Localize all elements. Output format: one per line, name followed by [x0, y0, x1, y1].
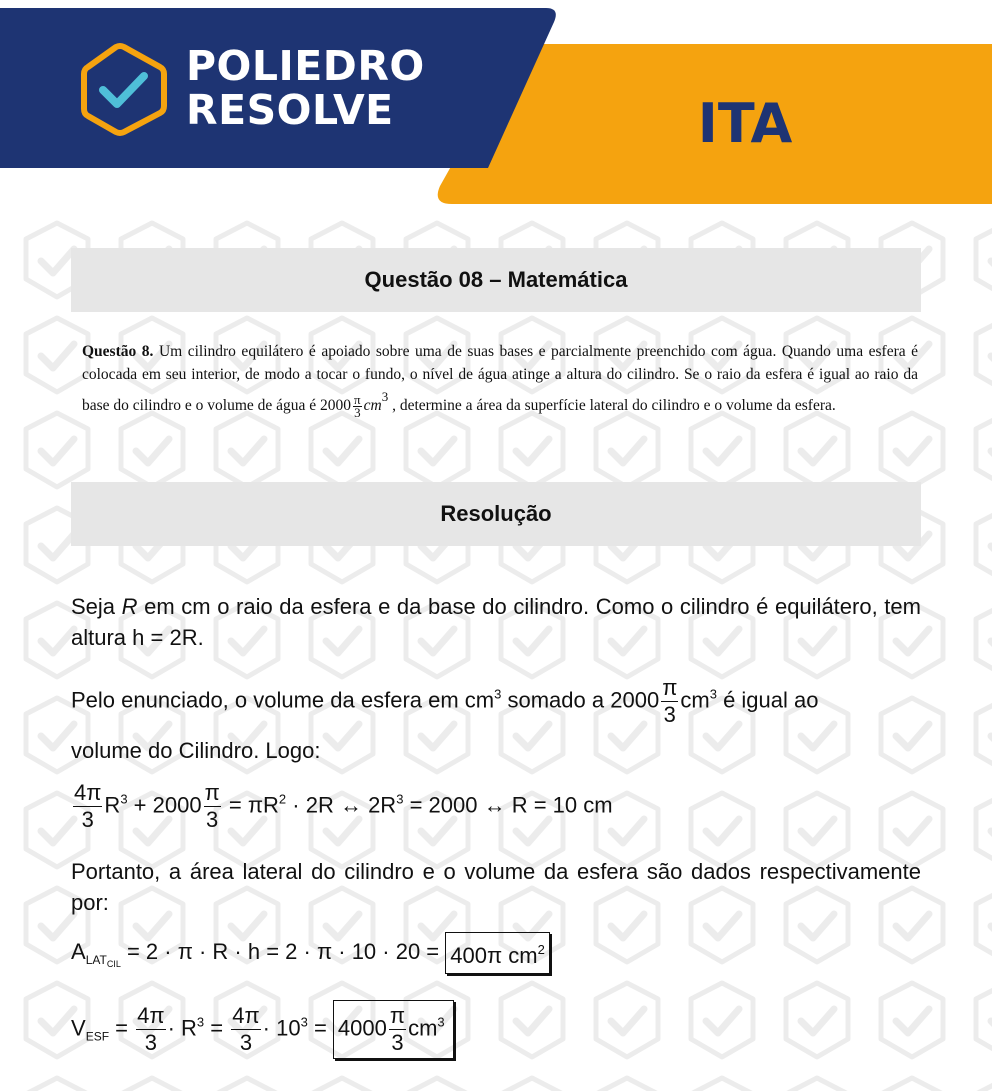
brand-line-1: POLIEDRO — [186, 42, 425, 90]
eq2-lhs: A — [71, 938, 86, 964]
eq3-answer-num: π — [389, 1003, 406, 1028]
brand-name — [186, 44, 425, 132]
question-unit: cm — [363, 397, 382, 414]
eq3-frac1-den: 3 — [144, 1030, 157, 1055]
eq3-fraction-2 — [231, 1003, 260, 1056]
p2-coef: 2000 — [610, 687, 660, 713]
question-volume-coef: 2000 — [320, 397, 352, 414]
eq1-term-1-exp: 3 — [120, 791, 128, 807]
question-fraction — [353, 391, 362, 420]
p1-end: . — [197, 625, 204, 650]
eq2-lhs-sub — [86, 953, 121, 967]
eq2-rhs: = 2 · π · R · h = 2 · π · 10 · 20 = — [126, 938, 440, 964]
p2-text-b: somado a — [507, 687, 605, 713]
header — [0, 0, 992, 215]
eq3-eq-sign-3: = — [313, 1015, 327, 1041]
eq2-answer: 400π cm — [450, 943, 538, 968]
eq1-term-3: = πR — [228, 792, 279, 818]
eq1-term-5: = 2000 ↔ R = 10 cm — [409, 792, 613, 818]
p1-text-a: Seja — [71, 594, 116, 619]
eq3-lhs: V — [71, 1015, 86, 1041]
p1-equation: h = 2R — [132, 625, 198, 650]
eq3-frac1-num: 4π — [137, 1003, 165, 1028]
eq3-answer-box — [333, 1000, 454, 1059]
solution-paragraph-3 — [71, 735, 921, 766]
question-frac-num: π — [354, 391, 361, 407]
solution-paragraph-1 — [71, 591, 921, 653]
eq3-answer-coef: 4000 — [337, 1015, 387, 1041]
equation-1 — [71, 780, 921, 833]
eq1-term-4: · 2R ↔ 2R — [292, 792, 397, 818]
eq3-frac2-den: 3 — [239, 1030, 253, 1055]
resolution-title-bar — [71, 482, 921, 546]
exam-name: ITA — [697, 92, 793, 155]
brand-line-2: RESOLVE — [186, 86, 394, 134]
question-label: Questão 8. — [82, 343, 154, 360]
question-text-b: , determine a área da superfície lateral do cilindro e o volume da esfera. — [392, 397, 836, 414]
p1-text-b: em cm o raio da esfera e da base do cilindro. Como o cilindro é equilátero, tem altura — [71, 594, 921, 650]
p4-text: Portanto, a área lateral do cilindro e o volume da esfera são dados respectivamente por: — [71, 859, 921, 915]
p2-fraction — [661, 675, 678, 728]
question-title-bar — [71, 248, 921, 312]
eq2-lhs-sub-text: LAT — [85, 952, 107, 967]
p1-variable: R — [121, 594, 138, 619]
eq3-eq-sign-2: = — [210, 1015, 224, 1041]
eq3-term-1: · R — [167, 1015, 197, 1041]
eq3-answer-exp: 3 — [437, 1014, 445, 1030]
eq3-term-2-exp: 3 — [300, 1014, 308, 1030]
eq1-term-2: + 2000 — [133, 792, 202, 818]
eq2-lhs-subsub: CIL — [106, 958, 121, 969]
p2-text-c: é igual ao — [723, 687, 819, 713]
question-title: Questão 08 – Matemática — [364, 267, 628, 292]
p3-text: volume do Cilindro. Logo: — [71, 738, 321, 763]
eq3-answer-den: 3 — [391, 1030, 404, 1055]
equation-sphere-volume — [71, 1000, 921, 1059]
eq1-frac2-den: 3 — [206, 807, 219, 832]
p2-frac-den: 3 — [663, 702, 676, 727]
p2-text-a: Pelo enunciado, o volume da esfera em cm — [71, 687, 495, 713]
solution-paragraph-2 — [71, 675, 921, 728]
eq1-frac1-num: 4π — [74, 780, 102, 805]
p2-unit-exp: 3 — [709, 686, 717, 702]
eq3-lhs-sub: ESF — [85, 1029, 110, 1044]
solution-paragraph-4 — [71, 856, 921, 918]
p2-frac-num: π — [662, 675, 678, 700]
eq2-answer-exp: 2 — [537, 942, 545, 957]
eq3-eq-sign: = — [115, 1015, 129, 1041]
eq3-frac2-num: 4π — [232, 1003, 260, 1028]
question-unit-exp: 3 — [381, 389, 389, 404]
question-text-a: Um cilindro equilátero é apoiado sobre uma de suas bases e parcialmente preenchido com água. Quando uma esfera é colocada em seu interior, de modo a tocar o fundo, o nível de água atinge a altura do cilindro. Se o raio da esfera é igual ao raio da base do cilindro e o volume de água é — [82, 343, 919, 414]
eq1-frac1-den: 3 — [81, 807, 94, 832]
resolution-title: Resolução — [440, 501, 552, 526]
eq3-term-1-exp: 3 — [196, 1014, 205, 1030]
eq3-term-2: · 10 — [262, 1015, 301, 1041]
eq1-term-4-exp: 3 — [396, 791, 404, 807]
eq1-frac2-num: π — [204, 780, 220, 805]
equation-lateral-area — [71, 932, 921, 980]
eq3-answer-fraction — [389, 1003, 406, 1056]
eq1-term-1: R — [104, 792, 121, 818]
eq3-fraction-1 — [136, 1003, 165, 1056]
question-statement — [82, 341, 918, 419]
p2-unit: cm — [680, 687, 710, 713]
eq3-answer-unit: cm — [408, 1015, 438, 1041]
eq1-fraction-2 — [204, 780, 221, 833]
p2-exp: 3 — [494, 686, 502, 702]
eq1-fraction-1 — [73, 780, 102, 833]
eq2-answer-box — [445, 932, 550, 974]
eq1-term-3-exp: 2 — [278, 791, 287, 807]
question-frac-den: 3 — [354, 404, 361, 420]
